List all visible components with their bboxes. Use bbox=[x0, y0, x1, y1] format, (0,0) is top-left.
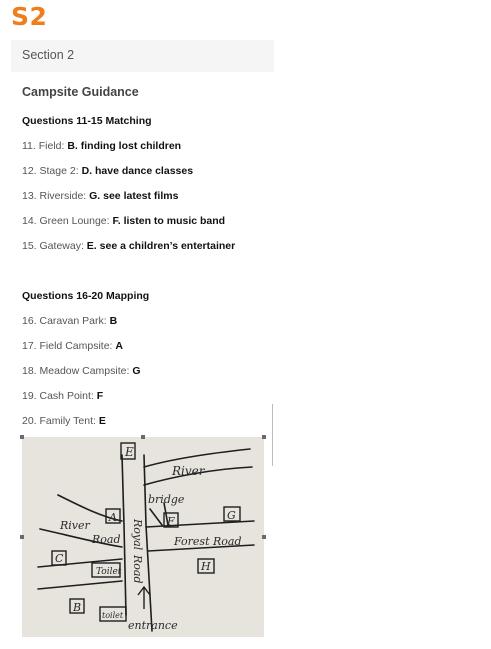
answer-row bbox=[22, 240, 235, 252]
resize-handle[interactable] bbox=[262, 535, 266, 539]
question-label: 19. Cash Point: bbox=[22, 390, 94, 402]
map-label-entrance: entrance bbox=[128, 619, 178, 632]
map-label-b: B bbox=[73, 601, 82, 614]
map-label-forest-road: Forest Road bbox=[174, 535, 242, 548]
map-label-e: E bbox=[125, 445, 134, 459]
resize-handle[interactable] bbox=[20, 435, 24, 439]
map-drawing bbox=[22, 437, 264, 637]
map-label-h: H bbox=[201, 560, 211, 573]
map-label-a: A bbox=[109, 511, 117, 524]
question-label: 11. Field: bbox=[22, 140, 65, 152]
answer-row bbox=[22, 140, 181, 152]
campsite-map-image[interactable] bbox=[22, 437, 264, 637]
map-label-toilet-2: toilet bbox=[102, 611, 124, 620]
question-label: 12. Stage 2: bbox=[22, 165, 79, 177]
answer-value: B bbox=[109, 315, 118, 327]
map-label-bridge: bridge bbox=[148, 493, 185, 506]
resize-handle[interactable] bbox=[262, 435, 266, 439]
question-label: 13. Riverside: bbox=[22, 190, 87, 202]
answer-row bbox=[22, 415, 106, 427]
answer-row bbox=[22, 190, 178, 202]
question-label: 17. Field Campsite: bbox=[22, 340, 113, 352]
answer-row bbox=[22, 165, 193, 177]
resize-handle[interactable] bbox=[20, 535, 24, 539]
answer-row bbox=[22, 215, 225, 227]
question-label: 20. Family Tent: bbox=[22, 415, 96, 427]
question-label: 18. Meadow Campsite: bbox=[22, 365, 130, 377]
answer-row bbox=[22, 365, 140, 377]
answer-value: E. see a children’s entertainer bbox=[86, 240, 236, 252]
map-label-c: C bbox=[55, 552, 64, 565]
page-title: S2 bbox=[11, 2, 48, 31]
question-label: 15. Gateway: bbox=[22, 240, 84, 252]
scrollbar[interactable] bbox=[272, 404, 273, 466]
map-label-toilet-1: Toilet bbox=[96, 567, 122, 577]
matching-title: Questions 11-15 Matching bbox=[22, 115, 152, 127]
map-label-g: G bbox=[227, 509, 236, 522]
map-label-river-road: River bbox=[60, 519, 90, 532]
map-label-royal-road: Royal bbox=[131, 519, 144, 551]
section-header bbox=[11, 40, 274, 72]
mapping-title: Questions 16-20 Mapping bbox=[22, 290, 150, 302]
answer-row bbox=[22, 340, 123, 352]
content-heading: Campsite Guidance bbox=[22, 85, 139, 99]
answer-row bbox=[22, 315, 117, 327]
answer-value: D. have dance classes bbox=[81, 165, 194, 177]
answer-value: A bbox=[115, 340, 123, 352]
answer-value: B. finding lost children bbox=[67, 140, 182, 152]
question-label: 14. Green Lounge: bbox=[22, 215, 110, 227]
answer-value: F. listen to music band bbox=[112, 215, 226, 227]
section-label: Section 2 bbox=[22, 48, 75, 62]
map-label-river-road-2: Road bbox=[92, 533, 121, 546]
question-label: 16. Caravan Park: bbox=[22, 315, 107, 327]
map-label-river: River bbox=[172, 464, 205, 478]
answer-value: G bbox=[132, 365, 141, 377]
answer-value: G. see latest films bbox=[89, 190, 179, 202]
answer-value: F bbox=[96, 390, 104, 402]
answer-row bbox=[22, 390, 103, 402]
map-label-royal-road-2: Road bbox=[131, 555, 144, 584]
resize-handle[interactable] bbox=[141, 435, 145, 439]
answer-value: E bbox=[98, 415, 106, 427]
map-label-f: F bbox=[167, 515, 175, 528]
